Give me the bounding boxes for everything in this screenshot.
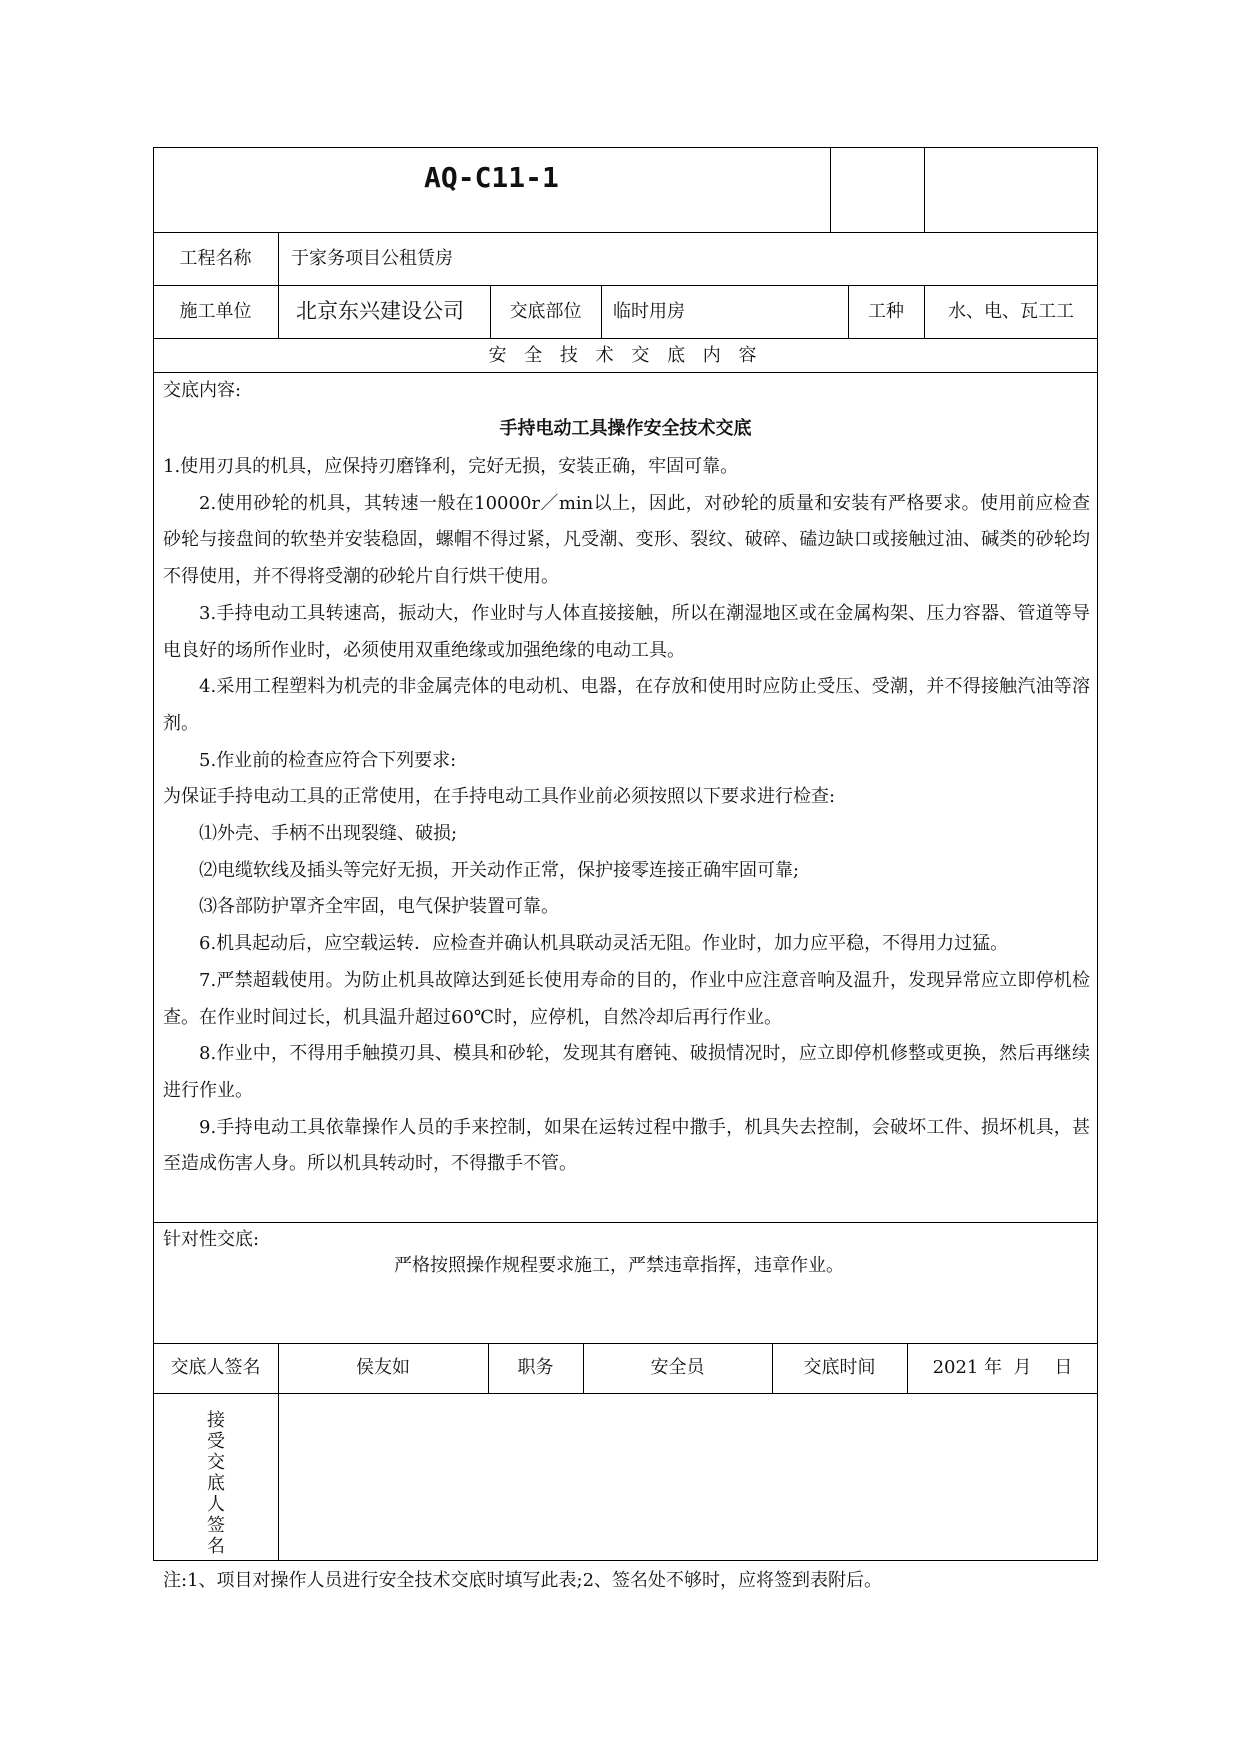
receiver-char: 接 <box>207 1410 225 1431</box>
row-divider <box>153 1222 1098 1223</box>
content-paragraph-6: 6.机具起动后，应空载运转．应检查并确认机具联动灵活无阻。作业时，加力应平稳，不得用力过猛。 <box>199 933 1009 955</box>
content-paragraph-5-intro: 为保证手持电动工具的正常使用，在手持电动工具作业前必须按照以下要求进行检查: <box>163 786 836 808</box>
receiver-char: 交 <box>207 1452 225 1473</box>
briefing-part-label: 交底部位 <box>509 301 582 322</box>
content-paragraph-8: 8.作业中，不得用手触摸刃具、模具和砂轮，发现其有磨钝、破损情况时，应立即停机修整或更换，然后再继续进行作业。 <box>163 1043 1090 1101</box>
footer-note: 注:1、项目对操作人员进行安全技术交底时填写此表;2、签名处不够时，应将签到表附后。 <box>163 1570 883 1591</box>
briefing-time-value[interactable]: 2021 年 月 日 <box>932 1357 1073 1378</box>
row-divider <box>153 1343 1098 1344</box>
row-divider <box>153 372 1098 373</box>
content-paragraph-7: 7.严禁超载使用。为防止机具故障达到延长使用寿命的目的，作业中应注意音响及温升，发现异常应立即停机检查。在作业时间过长，机具温升超过60℃时，应停机，自然冷却后再行作业。 <box>163 969 1090 1028</box>
col-divider <box>278 1393 279 1561</box>
trade-label: 工种 <box>868 301 904 322</box>
briefing-time-label: 交底时间 <box>803 1357 876 1378</box>
role-label: 职务 <box>517 1357 554 1378</box>
col-divider <box>830 147 831 232</box>
construction-unit-value[interactable]: 北京东兴建设公司 <box>296 299 464 323</box>
content-body <box>163 449 1090 1183</box>
content-label: 交底内容: <box>163 380 242 401</box>
col-divider <box>278 285 279 338</box>
project-name-label: 工程名称 <box>179 248 252 269</box>
content-paragraph-1: 1.使用刃具的机具，应保持刃磨锋利，完好无损，安装正确，牢固可靠。 <box>163 456 739 477</box>
content-paragraph-5: 5.作业前的检查应符合下列要求: <box>199 749 457 771</box>
receiver-char: 底 <box>207 1473 225 1494</box>
row-divider <box>153 232 1098 233</box>
receiver-signature-area[interactable] <box>280 1395 1096 1559</box>
section-title: 安 全 技 术 交 底 内 容 <box>488 345 763 366</box>
trade-value[interactable]: 水、电、瓦工工 <box>948 301 1074 322</box>
content-paragraph-9: 9.手持电动工具依靠操作人员的手来控制，如果在运转过程中撒手，机具失去控制，会破坏工件、损坏机具，甚至造成伤害人身。所以机具转动时，不得撒手不管。 <box>163 1116 1090 1175</box>
receiver-char: 签 <box>207 1515 225 1536</box>
construction-unit-label: 施工单位 <box>179 301 252 322</box>
signer-value[interactable]: 侯友如 <box>356 1357 410 1378</box>
row-divider <box>153 338 1098 339</box>
col-divider <box>278 232 279 285</box>
content-paragraph-3: 3.手持电动工具转速高，振动大，作业时与人体直接接触，所以在潮湿地区或在金属构架、压力容器、管道等导电良好的场所作业时，必须使用双重绝缘或加强绝缘的电动工具。 <box>163 602 1090 661</box>
row-divider <box>153 285 1098 286</box>
targeted-text[interactable]: 严格按照操作规程要求施工，严禁违章指挥，违章作业。 <box>394 1255 844 1276</box>
receiver-signature-label <box>204 1410 228 1557</box>
receiver-char: 受 <box>207 1431 225 1452</box>
content-item-5-2: ⑵电缆软线及插头等完好无损，开关动作正常，保护接零连接正确牢固可靠; <box>199 859 800 881</box>
signer-label: 交底人签名 <box>170 1357 261 1378</box>
row-divider <box>153 1393 1098 1394</box>
receiver-char: 人 <box>207 1494 225 1515</box>
col-divider <box>601 285 602 338</box>
content-paragraph-4: 4.采用工程塑料为机壳的非金属壳体的电动机、电器，在存放和使用时应防止受压、受潮，并不得接触汽油等溶剂。 <box>163 676 1090 734</box>
role-value[interactable]: 安全员 <box>650 1357 705 1378</box>
project-name-value[interactable]: 于家务项目公租赁房 <box>291 248 453 269</box>
targeted-label: 针对性交底: <box>163 1229 260 1250</box>
form-code: AQ-C11-1 <box>424 161 559 194</box>
content-paragraph-2: 2.使用砂轮的机具，其转速一般在10000r／min以上，因此，对砂轮的质量和安装有严格要求。使用前应检查砂轮与接盘间的软垫并安装稳固，螺帽不得过紧，凡受潮、变形、裂纹、破碎、磕边缺口或接触过油、碱类的砂轮均不得使用，并不得将受潮的砂轮片自行烘干使用。 <box>163 492 1090 588</box>
content-title: 手持电动工具操作安全技术交底 <box>499 418 752 439</box>
content-item-5-1: ⑴外壳、手柄不出现裂缝、破损; <box>199 823 458 845</box>
col-divider <box>924 147 925 232</box>
receiver-char: 名 <box>207 1536 225 1557</box>
content-item-5-3: ⑶各部防护罩齐全牢固，电气保护装置可靠。 <box>199 896 559 918</box>
briefing-part-value[interactable]: 临时用房 <box>613 301 685 322</box>
